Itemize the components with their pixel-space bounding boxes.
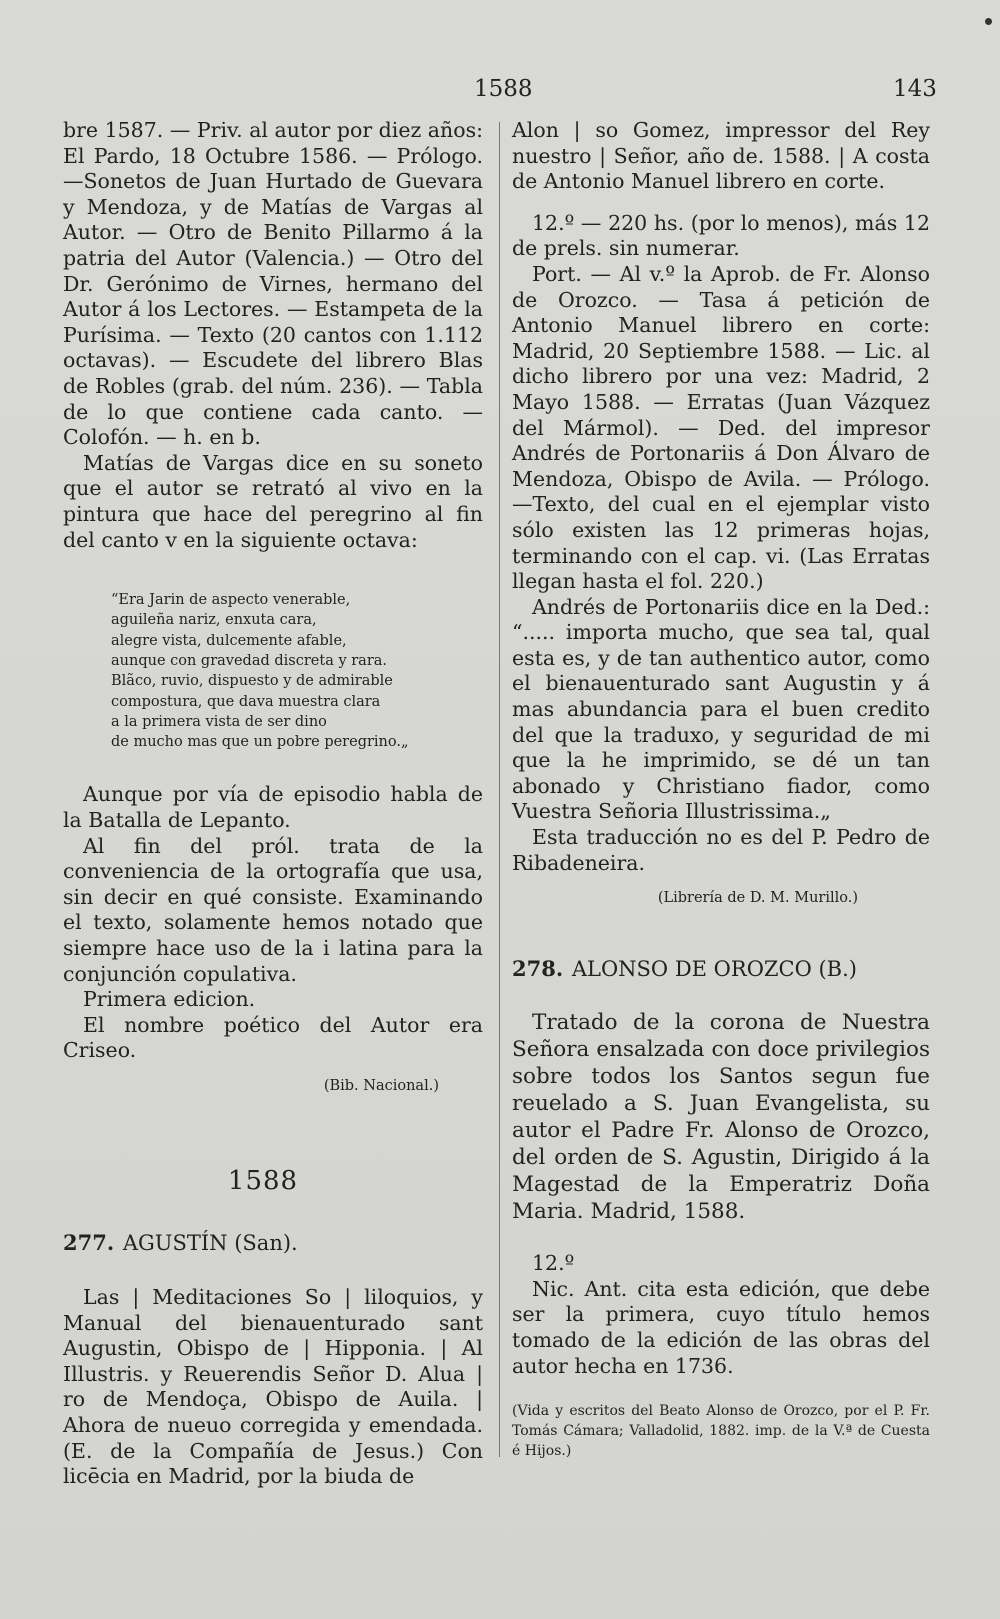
column-divider: [499, 122, 500, 1457]
year-heading: 1588: [227, 1166, 299, 1196]
nic-ant-paragraph: Nic. Ant. cita esta edición, que debe ser la primera, cuyo título hemos tomado de la edición de las obras del autor hecha en 1736.: [512, 1276, 930, 1378]
portonariis-paragraph: Andrés de Portonariis dice en la Ded.: “..... importa mucho, que sea tal, qual esta es, y de tan authentico autor, como el bienauenturado sant Augustin y á mas abundancia para el buen credito del que la traduxo, y seguridad de mi que la he imprimido, se dé un tan abonado y Christiano fiador, como Vuestra Señoria Illustrissima.„: [512, 594, 930, 824]
quote-line: “Era Jarin de aspecto venerable,: [111, 592, 351, 609]
format-line: 12.º — 220 hs. (por lo menos), más 12 de prels. sin numerar.: [512, 210, 930, 261]
lepanto-paragraph: Aunque por vía de episodio habla de la Batalla de Lepanto.: [63, 782, 483, 833]
quote-line: aunque con gravedad discreta y rara.: [111, 652, 388, 669]
catalog-description: bre 1587. — Priv. al autor por diez años: El Pardo, 18 Octubre 1586. — Prólogo. —Sonetos de Juan Hurtado de Guevara y Mendoza, y de Matías de Vargas al Autor. — Otro de Benito Pillarmo á la patria del Autor (Valencia.) — Otro del Dr. Gerónimo de Virnes, hermano del Autor á los Lectores. — Estampeta de la Purísima. — Texto (20 cantos con 1.112 octavas). — Escudete del librero Blas de Robles (grab. del núm. 236). — Tabla de lo que contiene cada canto. — Colofón. — h. en b.: [63, 118, 483, 450]
quote-line: a la primera vista de ser dino: [111, 713, 327, 730]
entry-title: ALONSO DE OROZCO (B.): [571, 957, 857, 982]
entry-heading: [512, 956, 930, 981]
ink-spot: [985, 18, 992, 25]
title-continuation: Alon | so Gomez, impressor del Rey nuestro | Señor, año de. 1588. | A costa de Antonio Manuel librero en corte.: [512, 118, 930, 194]
entry-number: 278.: [512, 956, 564, 982]
quote-line: alegre vista, dulcemente afable,: [111, 632, 347, 649]
collation-paragraph: Port. — Al v.º la Aprob. de Fr. Alonso de Orozco. — Tasa á petición de Antonio Manuel librero en corte: Madrid, 20 Septiembre 1588. — Lic. al dicho librero por una vez: Madrid, 2 Mayo 1588. — Erratas (Juan Vázquez del Mármol). — Ded. del impresor Andrés de Portonariis á Don Álvaro de Mendoza, Obispo de Avila. — Prólogo. —Texto, del cual en el ejemplar visto sólo existen las 12 primeras hojas, terminando con el cap. vi. (Las Erratas llegan hasta el fol. 220.): [512, 261, 930, 594]
quote-line: Blãco, ruvio, dispuesto y de admirable: [111, 673, 393, 690]
running-head-year: 1588: [474, 76, 533, 102]
format-line: 12.º: [532, 1251, 575, 1276]
page-number: 143: [893, 76, 937, 102]
right-column: [512, 118, 930, 1461]
entry-title-transcription: Las | Meditaciones So | liloquios, y Manual del bienauenturado sant Augustin, Obispo de | Hipponia. | Al Illustris. y Reuerendis Señor D. Alua | ro de Mendoça, Obispo de Auila. | Ahora de nueuo corregida y emendada. (E. de la Compañía de Jesus.) Con licēcia en Madrid, por la biuda de: [63, 1285, 483, 1489]
primera-edicion: Primera edicion.: [83, 987, 256, 1012]
entry-title: AGUSTÍN (San).: [122, 1231, 298, 1255]
left-column: [63, 118, 483, 1490]
entry-number: 277.: [63, 1230, 115, 1255]
entry-heading: [63, 1230, 483, 1255]
source-citation: (Bib. Nacional.): [323, 1078, 439, 1094]
bibliographic-reference: (Vida y escritos del Beato Alonso de Orozco, por el P. Fr. Tomás Cámara; Valladolid, 1882. imp. de la V.ª de Cuesta é Hijos.): [512, 1403, 930, 1460]
vargas-paragraph: Matías de Vargas dice en su soneto que el autor se retrató al vivo en la pintura que hace del peregrino al fin del canto v en la siguiente octava:: [63, 450, 483, 552]
quote-line: aguileña nariz, enxuta cara,: [111, 612, 317, 629]
quote-line: de mucho mas que un pobre peregrino.„: [111, 734, 409, 751]
source-citation: (Librería de D. M. Murillo.): [657, 890, 858, 907]
quoted-octave: [111, 590, 483, 752]
quote-line: compostura, que dava muestra clara: [111, 693, 381, 710]
nombre-poetico: El nombre poético del Autor era Criseo.: [63, 1012, 483, 1063]
traduccion-paragraph: Esta traducción no es del P. Pedro de Ribadeneira.: [512, 825, 930, 875]
entry-title-transcription: Tratado de la corona de Nuestra Señora ensalzada con doce privilegios sobre todos los Santos segun fue reuelado a S. Juan Evangelista, su autor el Padre Fr. Alonso de Orozco, del orden de S. Agustin, Dirigido á la Magestad de la Emperatriz Doña Maria. Madrid, 1588.: [512, 1010, 930, 1225]
ortografia-paragraph: Al fin del pról. trata de la conveniencia de la ortografía que usa, sin decir en qué consiste. Examinando el texto, solamente hemos notado que siempre hace uso de la i latina para la conjunción copulativa.: [63, 833, 483, 986]
